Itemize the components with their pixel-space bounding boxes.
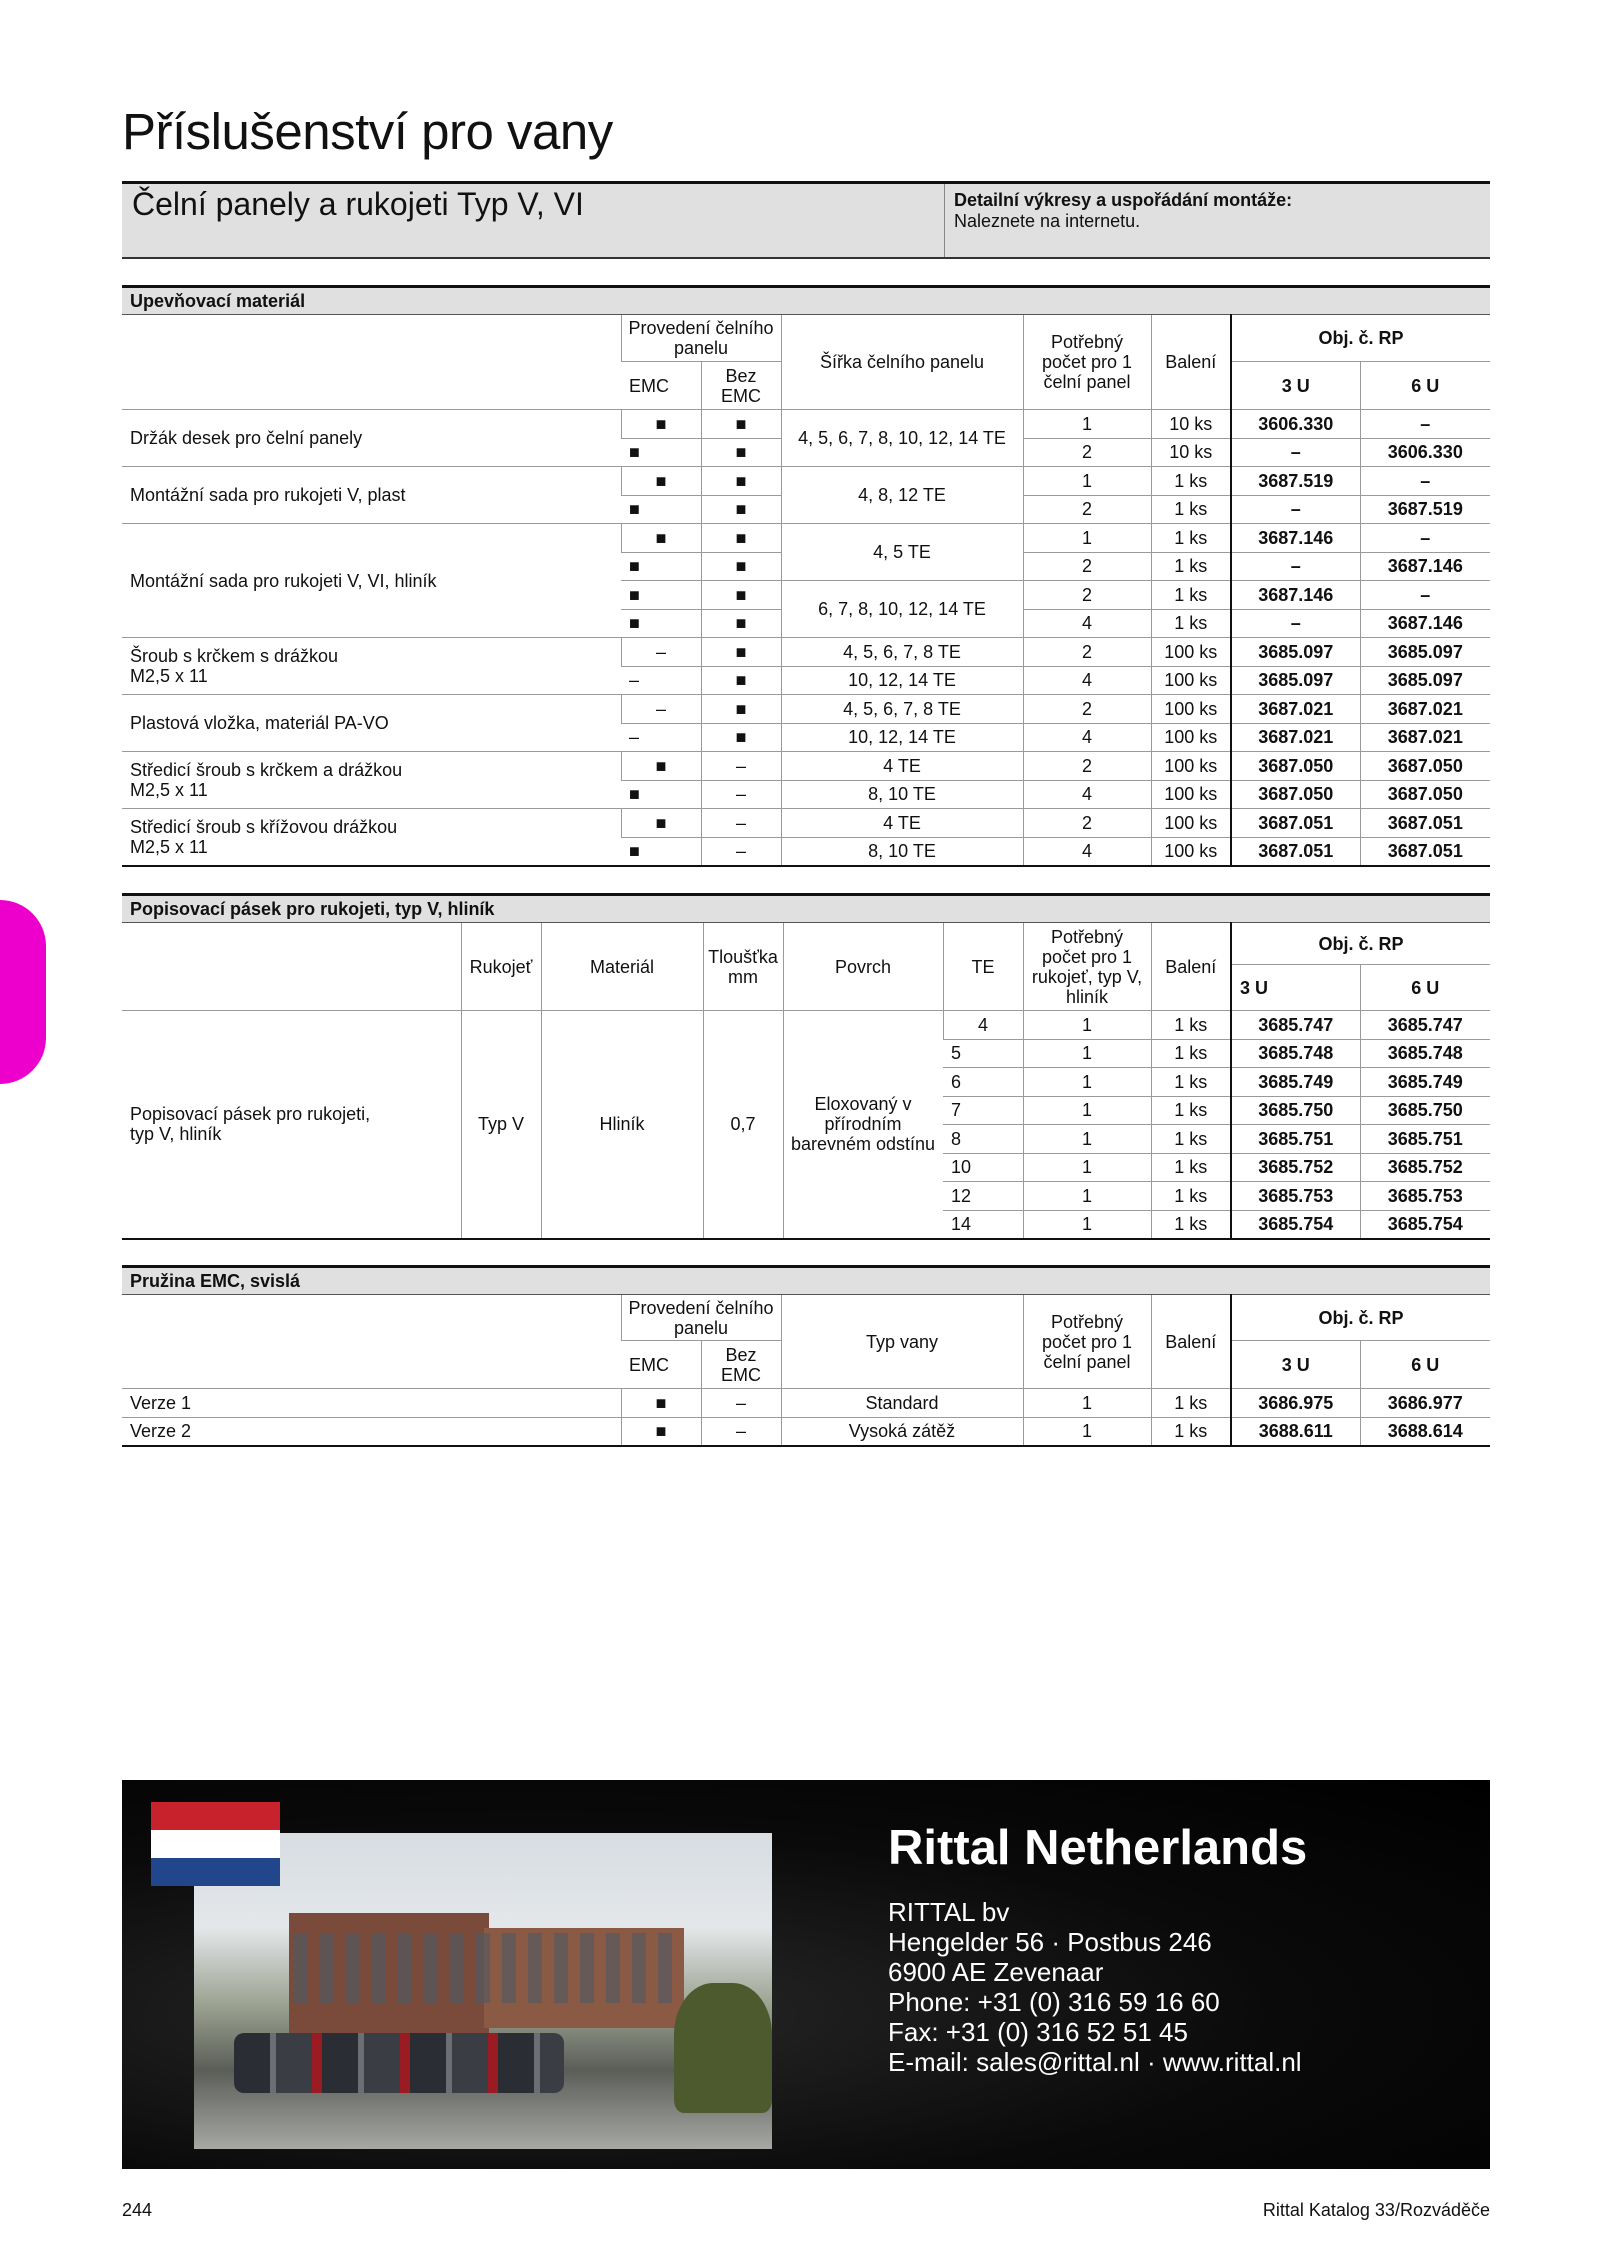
bez-emc-cell: – [701, 1389, 781, 1418]
header-6u: 6 U [1360, 1341, 1490, 1389]
pocet-cell: 2 [1023, 581, 1151, 610]
typ-vany-cell: Vysoká zátěž [781, 1417, 1023, 1446]
te-cell: 6 [943, 1068, 1023, 1097]
bez-emc-cell: – [701, 752, 781, 781]
row-label: Montážní sada pro rukojeti V, plast [122, 467, 621, 524]
header-obj: Obj. č. RP [1231, 923, 1490, 965]
baleni-cell: 1 ks [1151, 1125, 1231, 1154]
address-line: Hengelder 56 · Postbus 246 [888, 1927, 1212, 1957]
banner-address [888, 1897, 1302, 2077]
order-3u-cell: 3685.747 [1231, 1011, 1360, 1040]
order-6u-cell: 3687.051 [1360, 837, 1490, 866]
emc-cell: ■ [621, 438, 701, 467]
row-label: Verze 2 [122, 1417, 621, 1446]
order-3u-cell: 3687.051 [1231, 837, 1360, 866]
header-baleni: Balení [1151, 1295, 1231, 1389]
header-obj: Obj. č. RP [1231, 1295, 1490, 1341]
baleni-cell: 10 ks [1151, 438, 1231, 467]
emc-cell: ■ [621, 780, 701, 809]
pocet-cell: 2 [1023, 495, 1151, 524]
header-provedeni: Provedení čelního panelu [621, 1295, 781, 1341]
sirka-cell: 4, 8, 12 TE [781, 467, 1023, 524]
bez-emc-cell: ■ [701, 467, 781, 496]
emc-cell: ■ [621, 1389, 701, 1418]
order-3u-cell: 3687.050 [1231, 752, 1360, 781]
header-6u: 6 U [1360, 965, 1490, 1011]
order-3u-cell: 3686.975 [1231, 1389, 1360, 1418]
te-cell: 4 [943, 1011, 1023, 1040]
te-cell: 5 [943, 1039, 1023, 1068]
pocet-cell: 1 [1023, 1182, 1151, 1211]
section-title: Upevňovací materiál [122, 287, 1490, 315]
order-3u-cell: 3685.749 [1231, 1068, 1360, 1097]
sirka-cell: 4, 5, 6, 7, 8 TE [781, 695, 1023, 724]
table-row [122, 695, 1490, 724]
order-3u-cell: 3687.050 [1231, 780, 1360, 809]
sirka-cell: 4 TE [781, 809, 1023, 838]
order-3u-cell: 3685.751 [1231, 1125, 1360, 1154]
pocet-cell: 2 [1023, 552, 1151, 581]
order-3u-cell: 3687.021 [1231, 723, 1360, 752]
order-3u-cell: 3687.051 [1231, 809, 1360, 838]
baleni-cell: 100 ks [1151, 695, 1231, 724]
baleni-cell: 100 ks [1151, 666, 1231, 695]
tloustka-cell: 0,7 [703, 1011, 783, 1239]
emc-cell: ■ [621, 581, 701, 610]
header-blank [122, 315, 621, 410]
order-6u-cell: 3685.747 [1360, 1011, 1490, 1040]
te-cell: 8 [943, 1125, 1023, 1154]
order-6u-cell: 3687.519 [1360, 495, 1490, 524]
table-row [122, 410, 1490, 439]
header-emc: EMC [621, 1341, 701, 1389]
order-6u-cell: – [1360, 410, 1490, 439]
order-3u-cell: 3687.519 [1231, 467, 1360, 496]
baleni-cell: 1 ks [1151, 1417, 1231, 1446]
order-6u-cell: 3688.614 [1360, 1417, 1490, 1446]
order-3u-cell: 3685.097 [1231, 666, 1360, 695]
pocet-cell: 4 [1023, 609, 1151, 638]
table-row [122, 1389, 1490, 1418]
baleni-cell: 1 ks [1151, 1153, 1231, 1182]
table-row [122, 1011, 1490, 1040]
emc-cell: – [621, 695, 701, 724]
emc-cell: ■ [621, 752, 701, 781]
header-3u: 3 U [1231, 362, 1360, 410]
order-6u-cell: 3685.748 [1360, 1039, 1490, 1068]
emc-cell: ■ [621, 1417, 701, 1446]
pocet-cell: 2 [1023, 752, 1151, 781]
pocet-cell: 1 [1023, 410, 1151, 439]
bez-emc-cell: ■ [701, 552, 781, 581]
bez-emc-cell: ■ [701, 581, 781, 610]
bez-emc-cell: – [701, 780, 781, 809]
order-6u-cell: 3685.753 [1360, 1182, 1490, 1211]
office-building-photo [194, 1833, 772, 2149]
pocet-cell: 1 [1023, 1068, 1151, 1097]
email-web-line[interactable]: E-mail: sales@rittal.nl · www.rittal.nl [888, 2047, 1302, 2077]
order-3u-cell: – [1231, 609, 1360, 638]
order-6u-cell: 3686.977 [1360, 1389, 1490, 1418]
pocet-cell: 1 [1023, 467, 1151, 496]
pocet-cell: 1 [1023, 1039, 1151, 1068]
header-typ-vany: Typ vany [781, 1295, 1023, 1389]
order-3u-cell: 3687.021 [1231, 695, 1360, 724]
pocet-cell: 1 [1023, 1389, 1151, 1418]
rittal-netherlands-banner [122, 1780, 1490, 2169]
te-cell: 10 [943, 1153, 1023, 1182]
baleni-cell: 1 ks [1151, 1068, 1231, 1097]
header-bez-emc: Bez EMC [701, 1341, 781, 1389]
header-povrch: Povrch [783, 923, 943, 1011]
sirka-cell: 4, 5, 6, 7, 8, 10, 12, 14 TE [781, 410, 1023, 467]
order-6u-cell: 3687.146 [1360, 609, 1490, 638]
emc-cell: – [621, 638, 701, 667]
pocet-cell: 2 [1023, 695, 1151, 724]
order-3u-cell: 3688.611 [1231, 1417, 1360, 1446]
sirka-cell: 4, 5, 6, 7, 8 TE [781, 638, 1023, 667]
baleni-cell: 1 ks [1151, 495, 1231, 524]
pocet-cell: 4 [1023, 837, 1151, 866]
emc-cell: ■ [621, 410, 701, 439]
order-6u-cell: 3685.750 [1360, 1096, 1490, 1125]
page-number: 244 [122, 2200, 153, 2220]
order-6u-cell: 3685.751 [1360, 1125, 1490, 1154]
baleni-cell: 100 ks [1151, 638, 1231, 667]
header-blank [122, 923, 461, 1011]
table-row [122, 524, 1490, 553]
bez-emc-cell: – [701, 1417, 781, 1446]
header-obj: Obj. č. RP [1231, 315, 1490, 362]
sirka-cell: 10, 12, 14 TE [781, 723, 1023, 752]
bez-emc-cell: ■ [701, 666, 781, 695]
row-label: Montážní sada pro rukojeti V, VI, hliník [122, 524, 621, 638]
pocet-cell: 1 [1023, 524, 1151, 553]
order-3u-cell: 3685.750 [1231, 1096, 1360, 1125]
order-6u-cell: – [1360, 467, 1490, 496]
baleni-cell: 1 ks [1151, 1039, 1231, 1068]
pocet-cell: 2 [1023, 438, 1151, 467]
sirka-cell: 8, 10 TE [781, 837, 1023, 866]
detail-text: Naleznete na internetu. [954, 211, 1141, 231]
fax-line: Fax: +31 (0) 316 52 51 45 [888, 2017, 1188, 2047]
header-te: TE [943, 923, 1023, 1011]
header-3u: 3 U [1231, 965, 1360, 1011]
order-3u-cell: 3606.330 [1231, 410, 1360, 439]
pocet-cell: 1 [1023, 1011, 1151, 1040]
rukojet-cell: Typ V [461, 1011, 541, 1239]
row-label: Plastová vložka, materiál PA-VO [122, 695, 621, 752]
header-provedeni: Provedení čelního panelu [621, 315, 781, 362]
baleni-cell: 1 ks [1151, 524, 1231, 553]
baleni-cell: 100 ks [1151, 837, 1231, 866]
pocet-cell: 4 [1023, 666, 1151, 695]
sirka-cell: 8, 10 TE [781, 780, 1023, 809]
row-label: Středicí šroub s krčkem a drážkou M2,5 x 11 [122, 752, 621, 809]
header-baleni: Balení [1151, 923, 1231, 1011]
netherlands-flag-icon [151, 1802, 280, 1886]
povrch-cell: Eloxovaný v přírodním barevném odstínu [783, 1011, 943, 1239]
table-pruzina-emc [122, 1265, 1490, 1447]
bez-emc-cell: ■ [701, 695, 781, 724]
order-3u-cell: 3685.752 [1231, 1153, 1360, 1182]
emc-cell: ■ [621, 837, 701, 866]
order-3u-cell: 3685.754 [1231, 1210, 1360, 1239]
order-3u-cell: 3687.146 [1231, 524, 1360, 553]
baleni-cell: 1 ks [1151, 1182, 1231, 1211]
header-pocet: Potřebný počet pro 1 rukojeť, typ V, hliník [1023, 923, 1151, 1011]
table-row [122, 752, 1490, 781]
header-tloustka: Tloušťka mm [703, 923, 783, 1011]
row-label: Verze 1 [122, 1389, 621, 1418]
detail-label: Detailní výkresy a uspořádání montáže: [954, 190, 1293, 210]
header-pocet: Potřebný počet pro 1 čelní panel [1023, 1295, 1151, 1389]
header-rukojet: Rukojeť [461, 923, 541, 1011]
baleni-cell: 1 ks [1151, 1210, 1231, 1239]
header-baleni: Balení [1151, 315, 1231, 410]
order-3u-cell: 3685.753 [1231, 1182, 1360, 1211]
order-6u-cell: 3687.050 [1360, 780, 1490, 809]
bez-emc-cell: ■ [701, 723, 781, 752]
row-label: Šroub s krčkem s drážkou M2,5 x 11 [122, 638, 621, 695]
pocet-cell: 1 [1023, 1125, 1151, 1154]
bez-emc-cell: ■ [701, 638, 781, 667]
sirka-cell: 6, 7, 8, 10, 12, 14 TE [781, 581, 1023, 638]
baleni-cell: 1 ks [1151, 609, 1231, 638]
order-6u-cell: 3685.752 [1360, 1153, 1490, 1182]
section-title: Popisovací pásek pro rukojeti, typ V, hliník [122, 895, 1490, 923]
order-3u-cell: 3687.146 [1231, 581, 1360, 610]
sirka-cell: 4, 5 TE [781, 524, 1023, 581]
emc-cell: ■ [621, 552, 701, 581]
order-6u-cell: 3687.021 [1360, 695, 1490, 724]
bez-emc-cell: – [701, 809, 781, 838]
baleni-cell: 100 ks [1151, 780, 1231, 809]
material-cell: Hliník [541, 1011, 703, 1239]
baleni-cell: 1 ks [1151, 1011, 1231, 1040]
table-upevnovaci-material [122, 285, 1490, 867]
sirka-cell: 4 TE [781, 752, 1023, 781]
order-6u-cell: 3685.754 [1360, 1210, 1490, 1239]
baleni-cell: 1 ks [1151, 552, 1231, 581]
baleni-cell: 100 ks [1151, 752, 1231, 781]
pocet-cell: 1 [1023, 1210, 1151, 1239]
header-3u: 3 U [1231, 1341, 1360, 1389]
emc-cell: ■ [621, 495, 701, 524]
baleni-cell: 100 ks [1151, 723, 1231, 752]
bez-emc-cell: ■ [701, 438, 781, 467]
table-row [122, 467, 1490, 496]
page-edge-marker [0, 900, 46, 1084]
header-sirka: Šířka čelního panelu [781, 315, 1023, 410]
te-cell: 14 [943, 1210, 1023, 1239]
baleni-cell: 1 ks [1151, 1389, 1231, 1418]
typ-vany-cell: Standard [781, 1389, 1023, 1418]
row-label: Popisovací pásek pro rukojeti, typ V, hliník [122, 1011, 461, 1239]
table-row [122, 638, 1490, 667]
baleni-cell: 1 ks [1151, 467, 1231, 496]
pocet-cell: 4 [1023, 780, 1151, 809]
te-cell: 7 [943, 1096, 1023, 1125]
detail-note [954, 190, 1292, 232]
order-6u-cell: 3687.050 [1360, 752, 1490, 781]
pocet-cell: 1 [1023, 1096, 1151, 1125]
table-row [122, 1417, 1490, 1446]
banner-title: Rittal Netherlands [888, 1821, 1308, 1875]
header-material: Materiál [541, 923, 703, 1011]
bez-emc-cell: ■ [701, 609, 781, 638]
header-pocet: Potřebný počet pro 1 čelní panel [1023, 315, 1151, 410]
bez-emc-cell: ■ [701, 410, 781, 439]
phone-line: Phone: +31 (0) 316 59 16 60 [888, 1987, 1220, 2017]
header-emc: EMC [621, 362, 701, 410]
subheader-divider [944, 184, 945, 257]
emc-cell: ■ [621, 609, 701, 638]
order-3u-cell: – [1231, 552, 1360, 581]
pocet-cell: 1 [1023, 1153, 1151, 1182]
baleni-cell: 10 ks [1151, 410, 1231, 439]
order-3u-cell: – [1231, 495, 1360, 524]
order-6u-cell: 3606.330 [1360, 438, 1490, 467]
order-6u-cell: 3685.097 [1360, 666, 1490, 695]
sirka-cell: 10, 12, 14 TE [781, 666, 1023, 695]
bez-emc-cell: ■ [701, 524, 781, 553]
table-row [122, 809, 1490, 838]
subheader-title: Čelní panely a rukojeti Typ V, VI [132, 186, 584, 222]
table-popisovaci-pasek [122, 893, 1490, 1240]
page-title: Příslušenství pro vany [122, 103, 613, 160]
order-3u-cell: – [1231, 438, 1360, 467]
header-6u: 6 U [1360, 362, 1490, 410]
emc-cell: ■ [621, 524, 701, 553]
order-6u-cell: 3687.051 [1360, 809, 1490, 838]
baleni-cell: 1 ks [1151, 581, 1231, 610]
order-6u-cell: 3685.097 [1360, 638, 1490, 667]
section-title: Pružina EMC, svislá [122, 1267, 1490, 1295]
bez-emc-cell: ■ [701, 495, 781, 524]
catalog-footer: Rittal Katalog 33/Rozváděče [1262, 2200, 1490, 2220]
address-line: 6900 AE Zevenaar [888, 1957, 1104, 1987]
emc-cell: ■ [621, 809, 701, 838]
address-line: RITTAL bv [888, 1897, 1010, 1927]
pocet-cell: 2 [1023, 809, 1151, 838]
baleni-cell: 100 ks [1151, 809, 1231, 838]
pocet-cell: 1 [1023, 1417, 1151, 1446]
bez-emc-cell: – [701, 837, 781, 866]
emc-cell: – [621, 666, 701, 695]
order-3u-cell: 3685.097 [1231, 638, 1360, 667]
pocet-cell: 4 [1023, 723, 1151, 752]
order-6u-cell: – [1360, 581, 1490, 610]
pocet-cell: 2 [1023, 638, 1151, 667]
emc-cell: – [621, 723, 701, 752]
order-6u-cell: 3687.146 [1360, 552, 1490, 581]
section-subheader [122, 181, 1490, 259]
order-6u-cell: 3685.749 [1360, 1068, 1490, 1097]
order-3u-cell: 3685.748 [1231, 1039, 1360, 1068]
emc-cell: ■ [621, 467, 701, 496]
row-label: Držák desek pro čelní panely [122, 410, 621, 467]
row-label: Středicí šroub s křížovou drážkou M2,5 x 11 [122, 809, 621, 866]
baleni-cell: 1 ks [1151, 1096, 1231, 1125]
te-cell: 12 [943, 1182, 1023, 1211]
order-6u-cell: – [1360, 524, 1490, 553]
order-6u-cell: 3687.021 [1360, 723, 1490, 752]
header-blank [122, 1295, 621, 1389]
header-bez-emc: Bez EMC [701, 362, 781, 410]
